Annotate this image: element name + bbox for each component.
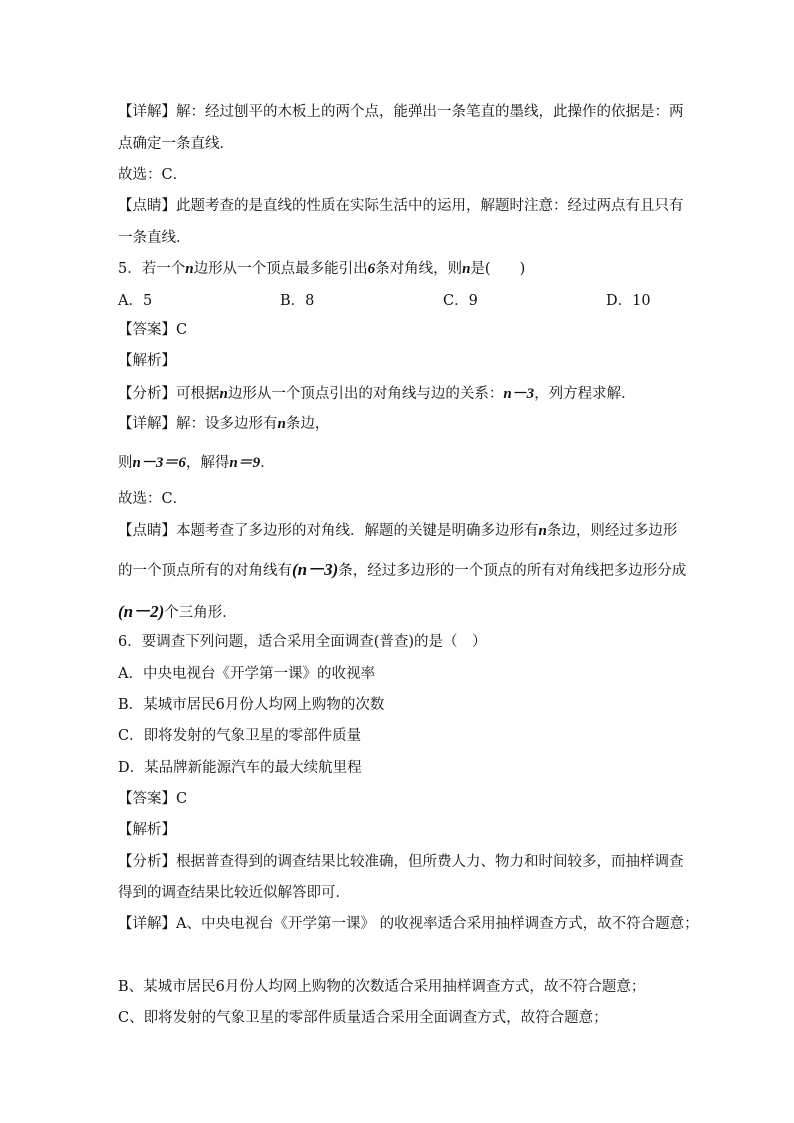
math-result: n＝9 (229, 455, 261, 471)
analysis-text: 可根据 (176, 386, 220, 402)
detail-text: 解：经过刨平的木板上的两个点，能弹出一条笔直的墨线，此操作的依据是：两 (176, 104, 684, 120)
analysis-text: 根据普查得到的调查结果比较准确，但所费人力、物力和时间较多，而抽样调查 (176, 854, 684, 870)
math-expr: (n－3) (292, 560, 339, 579)
q5-stem-part: 边形从一个顶点最多能引出 (193, 261, 368, 277)
q5-solve-line (118, 453, 275, 473)
detail-tag: 【详解】 (118, 416, 176, 432)
math-var-n: n (219, 386, 228, 402)
q6-detail-c: C、即将发射的气象卫星的零部件质量适合采用全面调查方式，故符合题意； (118, 1010, 608, 1026)
q6-detail-a (118, 914, 699, 934)
math-var-n: n (462, 261, 471, 277)
solve-text: ． (260, 455, 275, 471)
comment-tag: 【点睛】 (118, 198, 176, 214)
q4-choose: 故选：C． (118, 167, 188, 183)
q5-option-d: D．10 (606, 293, 651, 309)
analysis-tag: 【分析】 (118, 386, 176, 402)
q5-detail-line (118, 414, 329, 434)
q6-option-d: D．某品牌新能源汽车的最大续航里程 (118, 760, 362, 776)
solve-text: ，解得 (185, 455, 230, 471)
detail-text: 条边， (285, 416, 330, 432)
detail-text: 解：设多边形有 (176, 416, 278, 432)
math-expr: (n－2) (118, 602, 165, 621)
math-var-n: n (185, 261, 194, 277)
q5-stem-part: 是( ) (470, 261, 526, 277)
q5-option-a: A．5 (118, 293, 153, 309)
q6-analysis-line1 (118, 852, 684, 872)
q5-answer: 【答案】C (118, 322, 188, 338)
q6-option-a: A．中央电视台《开学第一课》的收视率 (118, 666, 375, 682)
comment-text: 此题考查的是直线的性质在实际生活中的运用，解题时注意：经过两点有且只有 (176, 198, 684, 214)
comment-tag: 【点睛】 (118, 523, 176, 539)
q4-detail-line2: 点确定一条直线． (118, 136, 234, 152)
detail-text: A、中央电视台《开学第一课》 的收视率适合采用抽样调查方式，故不符合题意； (176, 916, 699, 932)
comment-text: 本题考查了多边形的对角线．解题的关键是明确多边形有 (176, 523, 539, 539)
q6-stem: 6．要调查下列问题，适合采用全面调查(普查)的是（ ） (118, 634, 487, 650)
q4-comment-line2: 一条直线． (118, 230, 191, 246)
math-var-n: n (277, 416, 286, 432)
q5-analysis-title: 【解析】 (118, 353, 176, 369)
q5-comment-line1 (118, 521, 677, 541)
solve-text: 则 (118, 455, 133, 471)
detail-tag: 【详解】 (118, 916, 176, 932)
q5-stem-part: 条对角线，则 (375, 261, 463, 277)
math-num-6: 6 (367, 261, 376, 277)
analysis-tag: 【分析】 (118, 854, 176, 870)
q6-detail-b: B、某城市居民6月份人均网上购物的次数适合采用抽样调查方式，故不符合题意； (118, 979, 646, 995)
q5-option-b: B．8 (280, 293, 315, 309)
q5-comment-line2 (118, 560, 686, 581)
q6-option-c: C．即将发射的气象卫星的零部件质量 (118, 728, 362, 744)
q6-answer: 【答案】C (118, 791, 188, 807)
q6-analysis-title: 【解析】 (118, 822, 176, 838)
detail-tag: 【详解】 (118, 104, 176, 120)
comment-text: 的一个顶点所有的对角线有 (118, 563, 292, 579)
q5-analysis-line (118, 384, 636, 404)
q5-stem-part: 5．若一个 (118, 261, 186, 277)
q5-option-c: C．9 (443, 293, 478, 309)
math-equation: n－3＝6 (132, 455, 186, 471)
q4-comment-line1 (118, 196, 684, 216)
q4-detail-line1 (118, 102, 684, 122)
comment-text: 条，经过多边形的一个顶点的所有对角线把多边形分成 (338, 563, 687, 579)
comment-text: 个三角形． (164, 605, 237, 621)
q6-option-b: B．某城市居民6月份人均网上购物的次数 (118, 697, 385, 713)
q5-stem (118, 259, 525, 279)
q6-analysis-line2: 得到的调查结果比较近似解答即可． (118, 885, 350, 901)
math-var-n: n (538, 523, 547, 539)
q5-choose: 故选：C． (118, 491, 188, 507)
analysis-text: ，列方程求解． (534, 386, 636, 402)
math-expr: n－3 (503, 386, 535, 402)
comment-text: 条边，则经过多边形 (546, 523, 678, 539)
analysis-text: 边形从一个顶点引出的对角线与边的关系： (227, 386, 504, 402)
q5-comment-line3 (118, 602, 237, 623)
